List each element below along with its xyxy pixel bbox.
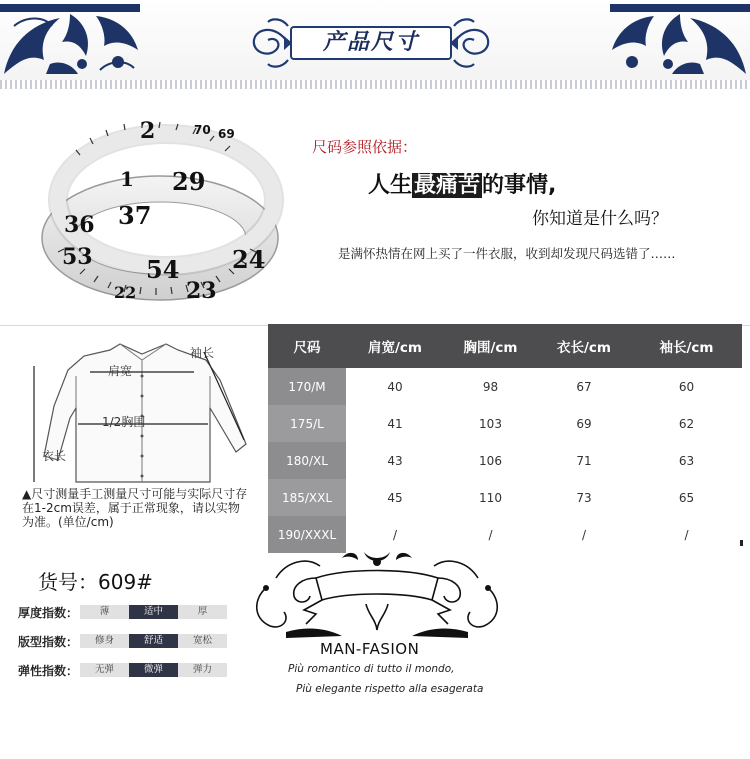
table-cell: 103 (479, 416, 502, 431)
edge-mark (740, 540, 743, 546)
ornament-left-icon (0, 4, 140, 80)
elasticity-index (18, 662, 227, 678)
index-scale (80, 605, 227, 619)
index-option: 宽松 (178, 634, 227, 648)
index-label: 厚度指数： (18, 605, 79, 620)
table-cell: 63 (678, 453, 695, 468)
index-option: 修身 (80, 634, 129, 648)
header-shoulder: 肩宽/cm (368, 340, 422, 356)
question-text: 你知道是什么吗？ (532, 209, 668, 229)
tape-number: 2 (140, 118, 156, 144)
table-cell: 106 (479, 453, 502, 468)
table-cell: 62 (678, 416, 695, 431)
index-option-selected: 舒适 (129, 634, 178, 648)
table-cell: / (392, 527, 398, 542)
header-length: 衣长/cm (557, 340, 611, 356)
headline (368, 168, 556, 199)
tape-number: 54 (146, 255, 180, 284)
headline-start: 人生 (368, 173, 413, 198)
table-cell: 60 (678, 379, 695, 394)
size-cell: 190/XXXL (268, 516, 346, 553)
header-divider-hatch (0, 80, 750, 89)
index-option: 薄 (80, 605, 129, 619)
table-body (268, 368, 742, 553)
size-table (268, 324, 742, 553)
table-row (268, 405, 742, 442)
tape-number: 36 (64, 212, 95, 238)
item-number: 货号：609# (38, 570, 153, 594)
index-option: 无弹 (80, 663, 129, 677)
index-scale (80, 634, 227, 648)
index-label: 弹性指数： (18, 663, 79, 678)
size-cell: 185/XXL (268, 479, 346, 516)
tape-number: 1 (120, 167, 134, 191)
table-cell: 71 (576, 453, 592, 468)
headline-highlight: 最痛苦 (414, 173, 481, 198)
measuring-tape-image (28, 92, 290, 314)
index-label: 版型指数： (18, 634, 79, 649)
header-sleeve: 袖长/cm (659, 340, 714, 356)
size-cell: 170/M (268, 368, 346, 405)
fit-index (18, 633, 227, 649)
brand-crest-icon (246, 548, 508, 640)
table-cell: 69 (576, 416, 592, 431)
index-option: 厚 (178, 605, 227, 619)
brand-tagline-1: Più romantico di tutto il mondo, (288, 663, 455, 675)
table-cell: 65 (678, 490, 695, 505)
table-row (268, 368, 742, 405)
headline-end: 的事情, (482, 173, 557, 198)
measurement-note: ▲尺寸测量手工测量尺寸可能与实际尺寸存在1-2cm误差，属于正常现象，请以实物为准。(单位/cm) (22, 487, 248, 529)
table-cell: 67 (576, 379, 592, 394)
chest-label: 1/2胸围 (102, 415, 146, 429)
index-option-selected: 微弹 (129, 663, 178, 677)
tape-number: 24 (232, 245, 266, 274)
table-cell: / (684, 527, 689, 542)
size-cell: 180/XL (268, 442, 346, 479)
brand-tagline-2: Più elegante rispetto alla esagerata (296, 683, 484, 695)
size-reference-label: 尺码参照依据： (312, 138, 418, 156)
story-text: 是满怀热情在网上买了一件衣服，收到却发现尺码选错了…… (338, 246, 676, 261)
shoulder-label: 肩宽 (108, 364, 133, 378)
tape-number: 22 (114, 283, 137, 302)
sleeve-label: 袖长 (190, 346, 215, 360)
table-row (268, 442, 742, 479)
table-cell: 98 (482, 379, 499, 394)
length-label: 衣长 (42, 449, 67, 463)
page-title: 产品尺寸 (322, 30, 419, 55)
thickness-index (18, 604, 227, 620)
tape-number: 70 (194, 123, 211, 137)
tape-number: 53 (62, 244, 93, 270)
brand-name: MAN-FASION (320, 640, 420, 658)
table-cell: 110 (479, 490, 502, 505)
table-row (268, 479, 742, 516)
header-banner (0, 0, 750, 82)
tape-number: 37 (118, 201, 152, 230)
tape-number: 23 (186, 278, 217, 304)
size-cell: 175/L (268, 405, 346, 442)
table-cell: 73 (576, 490, 592, 505)
table-cell: 41 (387, 416, 403, 431)
table-cell: 43 (387, 453, 403, 468)
tape-number: 69 (218, 127, 235, 141)
index-scale (80, 663, 227, 677)
table-header (268, 324, 742, 368)
index-option: 弹力 (178, 663, 227, 677)
header-chest: 胸围/cm (463, 340, 518, 356)
header-size: 尺码 (293, 340, 321, 356)
tape-number: 29 (172, 167, 206, 196)
table-cell: / (581, 527, 587, 542)
table-cell: 45 (387, 490, 403, 505)
table-cell: / (488, 527, 493, 542)
table-cell: 40 (387, 379, 403, 394)
ornament-right-icon (610, 4, 750, 80)
index-option-selected: 适中 (129, 605, 178, 619)
